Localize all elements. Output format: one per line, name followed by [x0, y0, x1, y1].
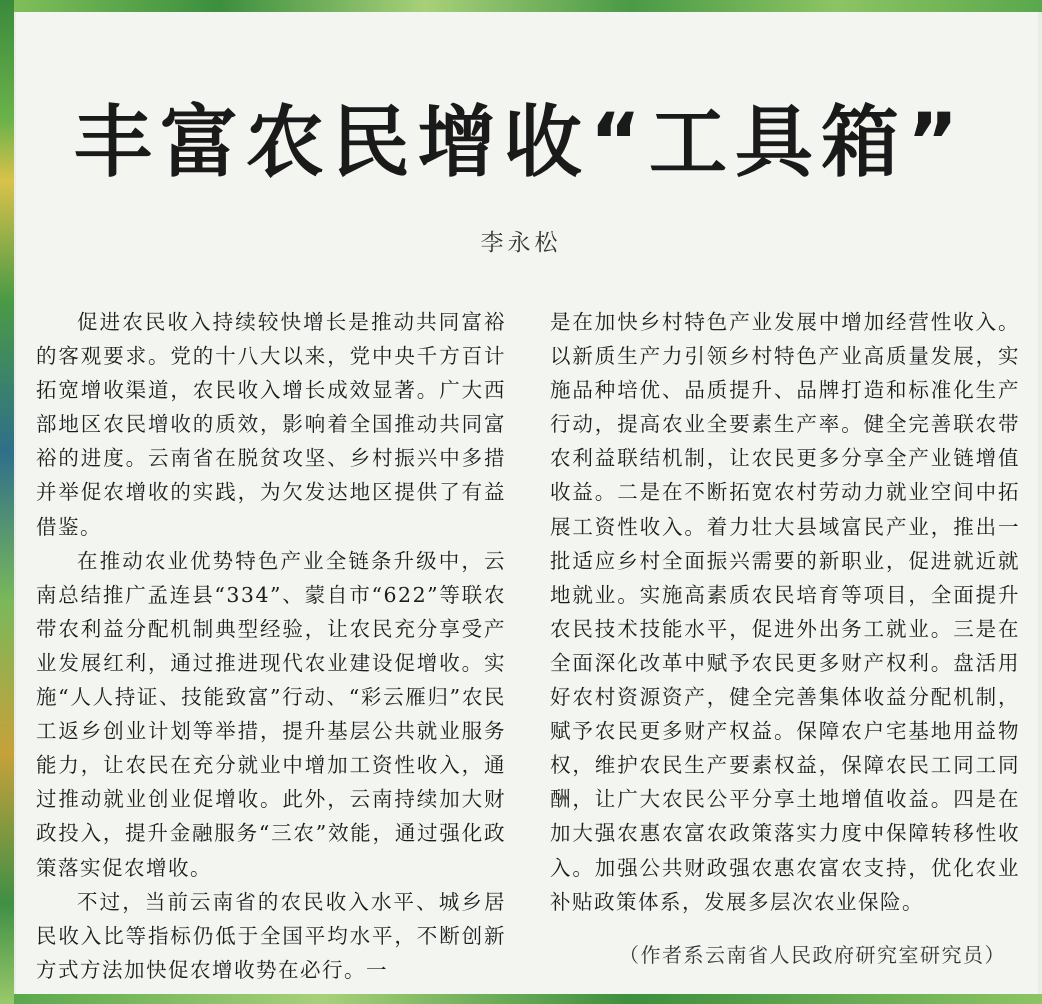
article-left-column — [36, 305, 506, 987]
article-title: 丰富农民增收“工具箱” — [73, 98, 967, 188]
article-right-column — [550, 305, 1020, 919]
paragraph-3: 不过，当前云南省的农民收入水平、城乡居民收入比等指标仍低于全国平均水平，不断创新方式方法加快促农增收势在必行。一 — [36, 889, 506, 982]
decorative-border-top — [14, 0, 1042, 12]
paragraph-1: 促进农民收入持续较快增长是推动共同富裕的客观要求。党的十八大以来，党中央千方百计拓宽增收渠道，农民收入增长成效显著。广大西部地区农民增收的质效，影响着全国推动共同富裕的进度。云南省在脱贫攻坚、乡村振兴中多措并举促农增收的实践，为欠发达地区提供了有益借鉴。 — [36, 310, 506, 539]
author-note: （作者系云南省人民政府研究室研究员） — [619, 943, 1006, 967]
decorative-border-left — [0, 0, 14, 1004]
paragraph-2: 在推动农业优势特色产业全链条升级中，云南总结推广孟连县“334”、蒙自市“622”等联农带农利益分配机制典型经验，让农民充分享受产业发展红利，通过推进现代农业建设促增收。实施“人人持证、技能致富”行动、“彩云雁归”农民工返乡创业计划等举措，提升基层公共就业服务能力，让农民在充分就业中增加工资性收入，通过推动就业创业促增收。此外，云南持续加大财政投入，提升金融服务“三农”效能，通过强化政策落实促农增收。 — [36, 548, 506, 880]
article-author: 李永松 — [480, 230, 562, 256]
paragraph-3-continued: 是在加快乡村特色产业发展中增加经营性收入。以新质生产力引领乡村特色产业高质量发展，实施品种培优、品质提升、品牌打造和标准化生产行动，提高农业全要素生产率。健全完善联农带农利益联结机制，让农民更多分享全产业链增值收益。二是在不断拓宽农村劳动力就业空间中拓展工资性收入。着力壮大县域富民产业，推出一批适应乡村全面振兴需要的新职业，促进就近就地就业。实施高素质农民培育等项目，全面提升农民技术技能水平，促进外出务工就业。三是在全面深化改革中赋予农民更多财产权利。盘活用好农村资源资产，健全完善集体收益分配机制，赋予农民更多财产权益。保障农户宅基地用益物权，维护农民生产要素权益，保障农民工同工同酬，让广大农民公平分享土地增值收益。四是在加大强农惠农富农政策落实力度中保障转移性收入。加强公共财政强农惠农富农支持，优化农业补贴政策体系，发展多层次农业保险。 — [550, 310, 1020, 914]
decorative-border-bottom — [14, 994, 1042, 1004]
